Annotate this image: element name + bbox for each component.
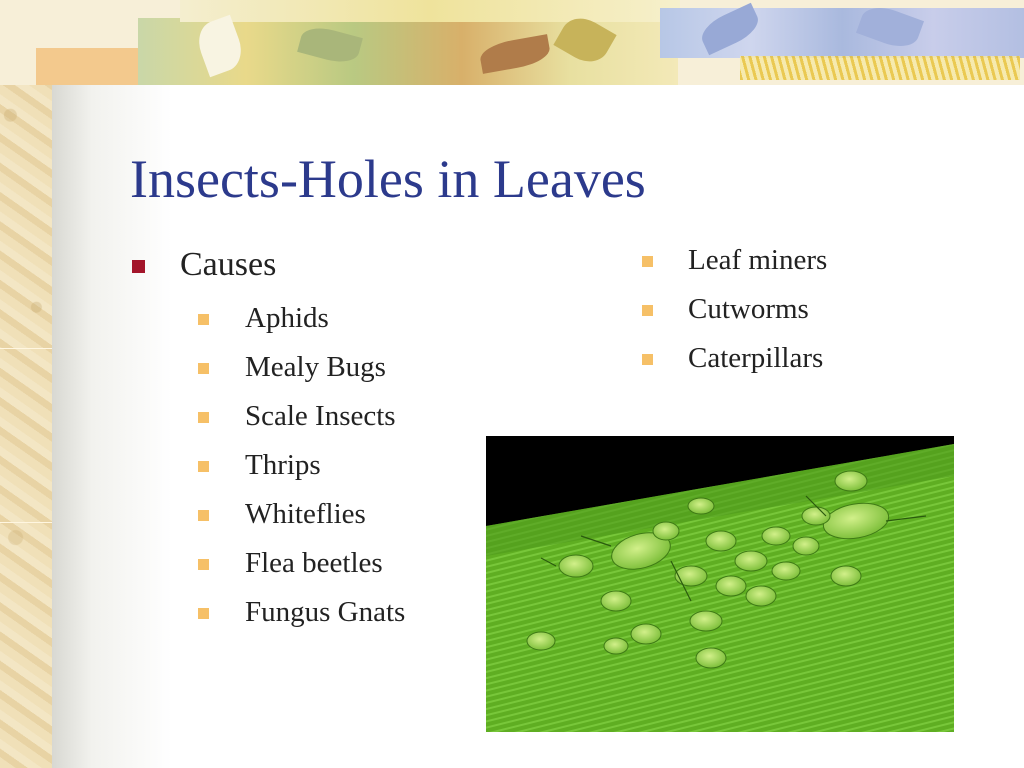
square-bullet-icon — [198, 412, 209, 423]
slide-title: Insects-Holes in Leaves — [130, 149, 646, 209]
square-bullet-icon — [198, 608, 209, 619]
decorative-banner — [0, 0, 1024, 85]
aphids-on-leaf-image — [486, 436, 954, 732]
slide: Insects-Holes in Leaves Causes Aphids Mealy Bugs Scale Insects Thrips Whiteflies Flea beetles Fungus Gnats Leaf miners Cutworms Caterpillars — [0, 0, 1024, 768]
parchment-border — [0, 0, 52, 768]
aphids-photo — [486, 436, 954, 732]
square-bullet-icon — [198, 510, 209, 521]
square-bullet-icon — [642, 354, 653, 365]
square-bullet-icon — [642, 256, 653, 267]
square-bullet-icon — [198, 314, 209, 325]
square-bullet-icon — [198, 559, 209, 570]
square-bullet-icon — [198, 363, 209, 374]
square-bullet-icon — [198, 461, 209, 472]
square-bullet-icon — [642, 305, 653, 316]
causes-label: Causes — [180, 246, 277, 283]
square-bullet-icon — [132, 260, 145, 273]
